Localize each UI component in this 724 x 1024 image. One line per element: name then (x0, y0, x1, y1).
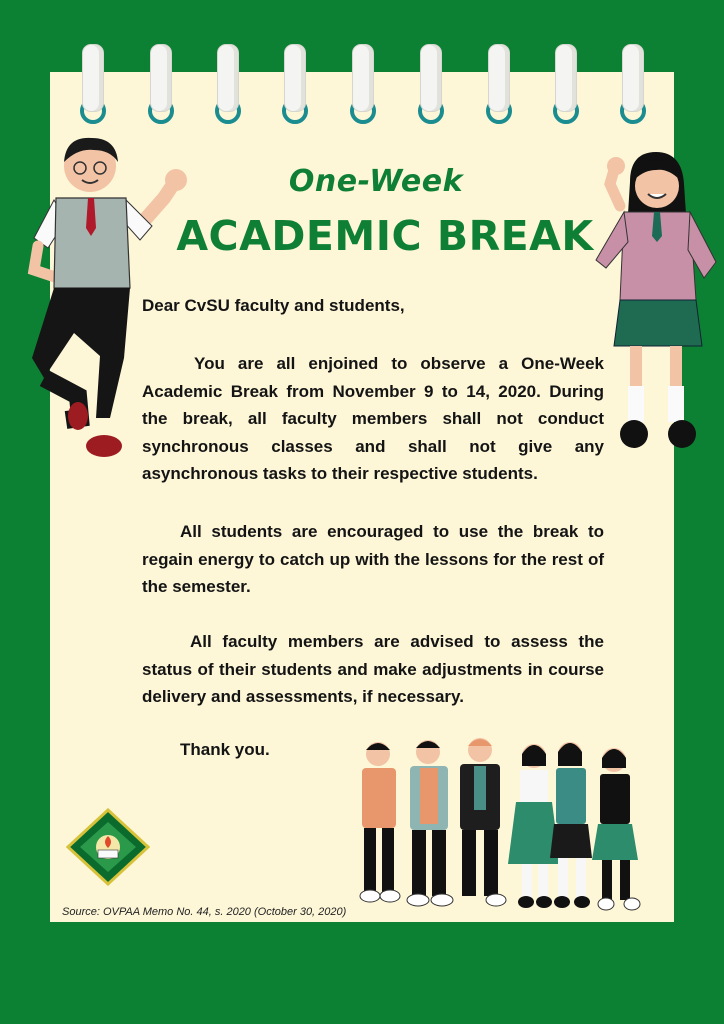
title-one-week: One-Week (288, 164, 464, 199)
spiral-ring-icon (284, 44, 306, 112)
cvsu-seal-logo (66, 808, 150, 886)
student-figure-icon (460, 738, 506, 906)
spiral-ring-icon (217, 44, 239, 112)
spiral-ring-icon (82, 44, 104, 112)
spiral-ring-icon (420, 44, 442, 112)
student-group-illustration (338, 732, 658, 914)
waving-boy-illustration (14, 128, 194, 463)
title-academic-break: ACADEMIC BREAK (176, 212, 594, 260)
waving-girl-illustration (584, 150, 724, 460)
source-citation: Source: OVPAA Memo No. 44, s. 2020 (October 30, 2020) (62, 906, 347, 918)
student-figure-icon (407, 740, 453, 906)
spiral-ring-icon (488, 44, 510, 112)
closing-thank-you: Thank you. (180, 740, 270, 759)
spiral-ring-icon (150, 44, 172, 112)
greeting: Dear CvSU faculty and students, (142, 296, 405, 315)
student-figure-icon (592, 748, 640, 910)
student-figure-icon (550, 742, 592, 908)
spiral-ring-icon (352, 44, 374, 112)
spiral-ring-icon (622, 44, 644, 112)
paragraph-enjoined: You are all enjoined to observe a One-Week Academic Break from November 9 to 14, 2020. During the break, all faculty members shall not conduct synchronous classes and shall not give any asynchronous tasks to their respective students. (142, 354, 604, 483)
student-figure-icon (360, 742, 400, 902)
student-figure-icon (508, 744, 560, 908)
paragraph-students: All students are encouraged to use the break to regain energy to catch up with the lessons for the rest of the semester. (142, 522, 604, 596)
spiral-ring-icon (555, 44, 577, 112)
paragraph-faculty: All faculty members are advised to assess the status of their students and make adjustments in course delivery and assessments, if necessary. (142, 632, 604, 706)
